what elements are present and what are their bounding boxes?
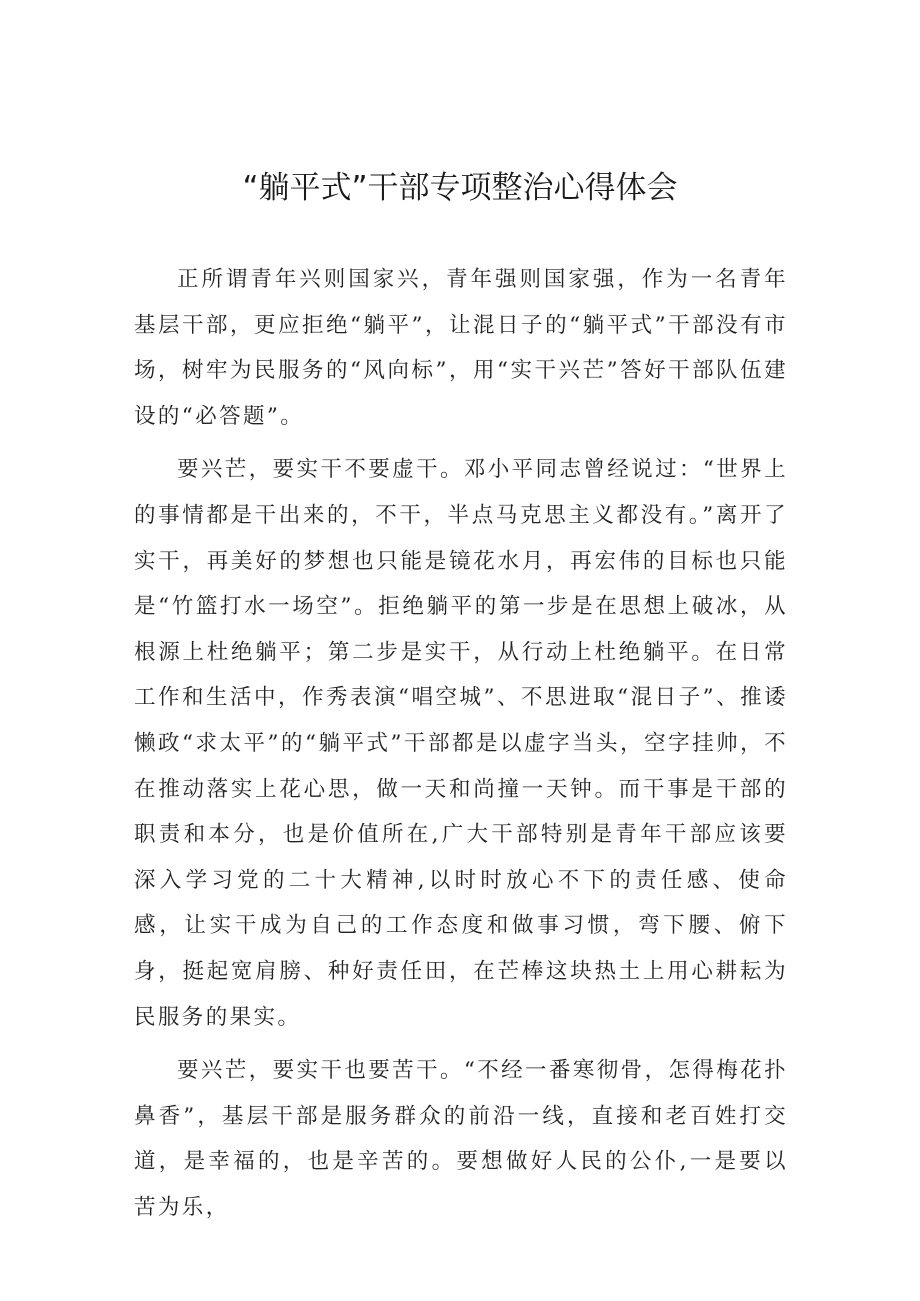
paragraph-3: 要兴芒，要实干也要苦干。“不经一番寒彻骨，怎得梅花扑鼻香”，基层干部是服务群众的前沿一线，直接和老百姓打交道，是幸福的，也是辛苦的。要想做好人民的公仆,一是要以苦为乐， [134, 1058, 788, 1220]
document-title: “躺平式”干部专项整治心得体会 [242, 170, 678, 206]
paragraph-1: 正所谓青年兴则国家兴，青年强则国家强，作为一名青年基层干部，更应拒绝“躺平”，让混日子的“躺平式”干部没有市场，树牢为民服务的“风向标”，用“实干兴芒”答好干部队伍建设的“必答题”。 [134, 267, 788, 429]
paragraph-2: 要兴芒，要实干不要虚干。邓小平同志曾经说过：“世界上的事情都是干出来的，不干，半点马克思主义都没有。”离开了实干，再美好的梦想也只能是镜花水月，再宏伟的目标也只能是“竹篮打水一场空”。拒绝躺平的第一步是在思想上破冰，从根源上杜绝躺平；第二步是实干，从行动上杜绝躺平。在日常工作和生活中，作秀表演“唱空城”、不思进取“混日子”、推诿懒政“求太平”的“躺平式”干部都是以虚字当头，空字挂帅，不在推动落实上花心思，做一天和尚撞一天钟。而干事是干部的职责和本分，也是价值所在,广大干部特别是青年干部应该要深入学习党的二十大精神,以时时放心不下的责任感、使命感，让实干成为自己的工作态度和做事习惯，弯下腰、俯下身，挺起宽肩膀、种好责任田，在芒棒这块热土上用心耕耘为民服务的果实。 [134, 457, 788, 1030]
document-body [134, 257, 788, 1238]
